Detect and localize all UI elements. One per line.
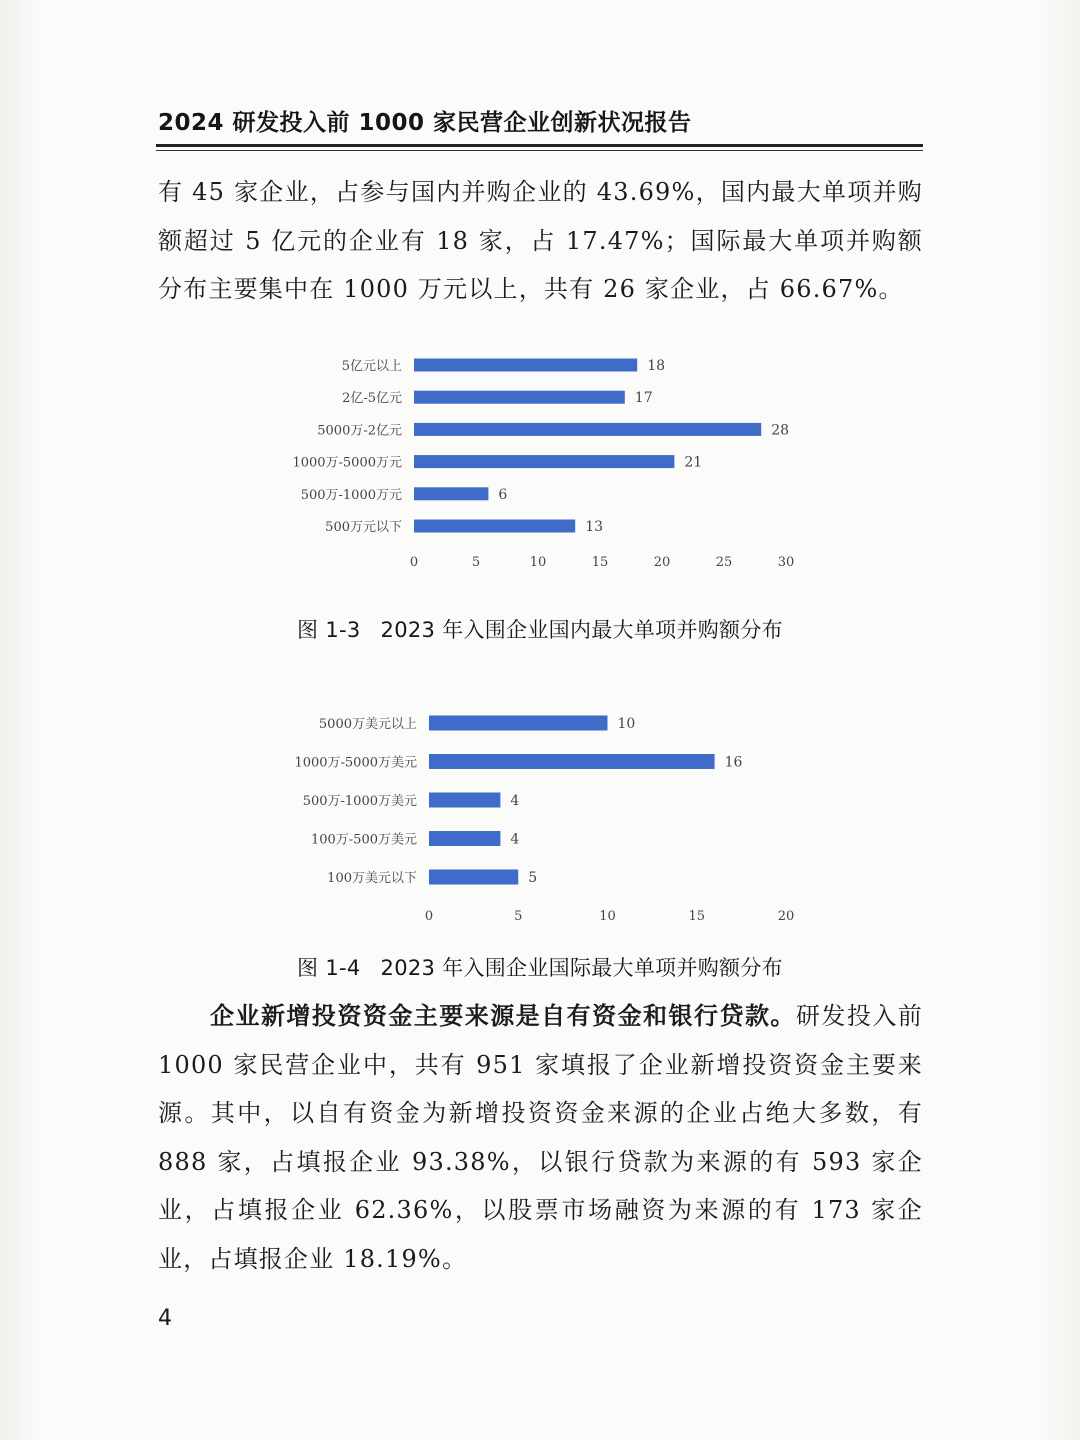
bar [429, 754, 715, 769]
data-label: 10 [617, 716, 636, 732]
bar [414, 359, 637, 372]
data-label: 4 [510, 793, 520, 809]
x-tick-label: 15 [591, 555, 609, 570]
bar [429, 793, 500, 808]
category-label: 500万-1000万美元 [302, 794, 417, 809]
paragraph-1: 有 45 家企业，占参与国内并购企业的 43.69%，国内最大单项并购额超过 5 亿元的企业有 18 家，占 17.47%；国际最大单项并购额分布主要集中在 1000 万元以上，共有 26 家企业，占 66.67%。 [158, 178, 923, 303]
x-tick-label: 5 [471, 555, 481, 570]
category-label: 100万美元以下 [327, 871, 417, 886]
x-tick-label: 10 [599, 909, 616, 924]
bar [414, 487, 488, 500]
bar [429, 716, 608, 731]
header-rule [156, 144, 923, 147]
x-tick-label: 5 [514, 909, 523, 924]
category-label: 500万-1000万元 [300, 487, 402, 503]
category-label: 500万元以下 [325, 520, 402, 535]
x-tick-label: 20 [777, 909, 795, 924]
data-label: 13 [585, 519, 604, 535]
bar [414, 391, 625, 404]
category-label: 1000万-5000万元 [292, 455, 402, 471]
x-tick-label: 25 [715, 555, 733, 570]
running-header: 2024 研发投入前 1000 家民营企业创新状况报告 [158, 110, 692, 136]
chart-international-ma [0, 700, 1080, 930]
x-tick-label: 15 [688, 909, 706, 924]
data-label: 4 [510, 831, 520, 848]
figure-1-3-caption [0, 614, 1080, 644]
category-label: 5000万美元以上 [318, 717, 417, 732]
chart-domestic-ma [0, 340, 1080, 580]
category-label: 1000万-5000万美元 [294, 755, 417, 771]
data-label: 5 [528, 870, 538, 886]
data-label: 6 [498, 486, 508, 503]
data-label: 21 [684, 454, 703, 471]
paragraph-2-lead: 企业新增投资资金主要来源是自有资金和银行贷款。 [210, 1001, 796, 1030]
category-label: 100万-500万美元 [310, 832, 417, 848]
caption-number: 图 1-3 [297, 618, 361, 642]
bar [429, 870, 518, 885]
data-label: 18 [647, 358, 666, 374]
x-tick-label: 20 [653, 555, 671, 570]
page-number: 4 [158, 1306, 172, 1331]
x-tick-label: 0 [409, 555, 419, 570]
bar [414, 455, 674, 468]
paragraph-2-body: 研发投入前 1000 家民营企业中，共有 951 家填报了企业新增投资资金主要来源。其中，以自有资金为新增投资资金来源的企业占绝大多数，有 888 家，占填报企业 93.38%，以银行贷款为来源的有 593 家企业，占填报企业 62.36%，以股票市场融资为来源的有 173 家企业，占填报企业 18.19%。 [158, 1002, 924, 1273]
figure-1-4-caption [0, 952, 1080, 982]
bar [429, 831, 500, 846]
paragraph-2 [158, 992, 923, 1283]
x-tick-label: 0 [424, 909, 434, 924]
data-label: 17 [634, 390, 653, 407]
header-rule-thin [156, 150, 923, 151]
data-label: 28 [771, 422, 790, 439]
category-label: 5亿元以上 [341, 359, 402, 374]
caption-text: 2023 年入围企业国际最大单项并购额分布 [380, 956, 783, 980]
x-tick-label: 30 [777, 555, 795, 570]
category-label: 5000万-2亿元 [317, 423, 402, 439]
bar [414, 520, 575, 533]
caption-text: 2023 年入围企业国内最大单项并购额分布 [380, 618, 783, 642]
data-label: 16 [724, 754, 743, 771]
bar [414, 423, 761, 436]
x-tick-label: 10 [529, 555, 547, 570]
category-label: 2亿-5亿元 [342, 391, 402, 407]
caption-number: 图 1-4 [297, 956, 361, 980]
